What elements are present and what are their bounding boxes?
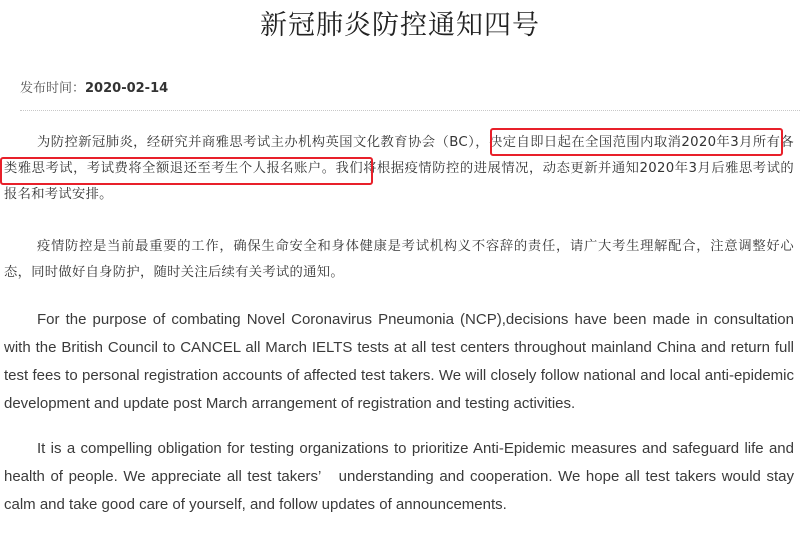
- publish-info: [20, 79, 168, 99]
- paragraph-en-1: For the purpose of combating Novel Coronavirus Pneumonia (NCP),decisions have been made in consultation with the British Council to CANCEL all March IELTS tests at all test centers throughout mainland China and return full test fees to personal registration accounts of affected test takers. We will closely follow national and local anti-epidemic development and update post March arrangement of registration and testing activities.: [4, 311, 794, 412]
- divider: [20, 110, 800, 111]
- p1-intro-text: 为防控新冠肺炎，经研究并商雅思考试主办机构英国文化教育协会（BC），: [37, 135, 489, 150]
- publish-date: 2020-02-14: [85, 81, 169, 96]
- paragraph-en-2: It is a compelling obligation for testing organizations to prioritize Anti-Epidemic measures and safeguard life and health of people. We appreciate all test takers’ understanding and cooperation. We hope all test takers would stay calm and take good care of yourself, and follow updates of announcements.: [4, 440, 794, 513]
- p1-followup-text: 我们将根据疫情防控的进展情况，动态更新并通知2020年3月后雅思考试的报名和考试安排。: [4, 161, 794, 202]
- p1-highlight-text-a: 决定自即日起在全国范围内取消2020年3月所: [488, 135, 767, 150]
- page-title: 新冠肺炎防控通知四号: [260, 10, 540, 41]
- paragraph-zh-2: 疫情防控是当前最重要的工作，确保生命安全和身体健康是考试机构义不容辞的责任，请广大考生理解配合，注意调整好心态，同时做好自身防护，随时关注后续有关考试的通知。: [4, 239, 794, 280]
- p1-highlight-text-b: 有各类雅思考试，考试费将全额退还至考生个人报名账户。: [4, 135, 794, 176]
- paragraph-zh-1: [4, 130, 794, 208]
- publish-label: 发布时间：: [20, 81, 86, 96]
